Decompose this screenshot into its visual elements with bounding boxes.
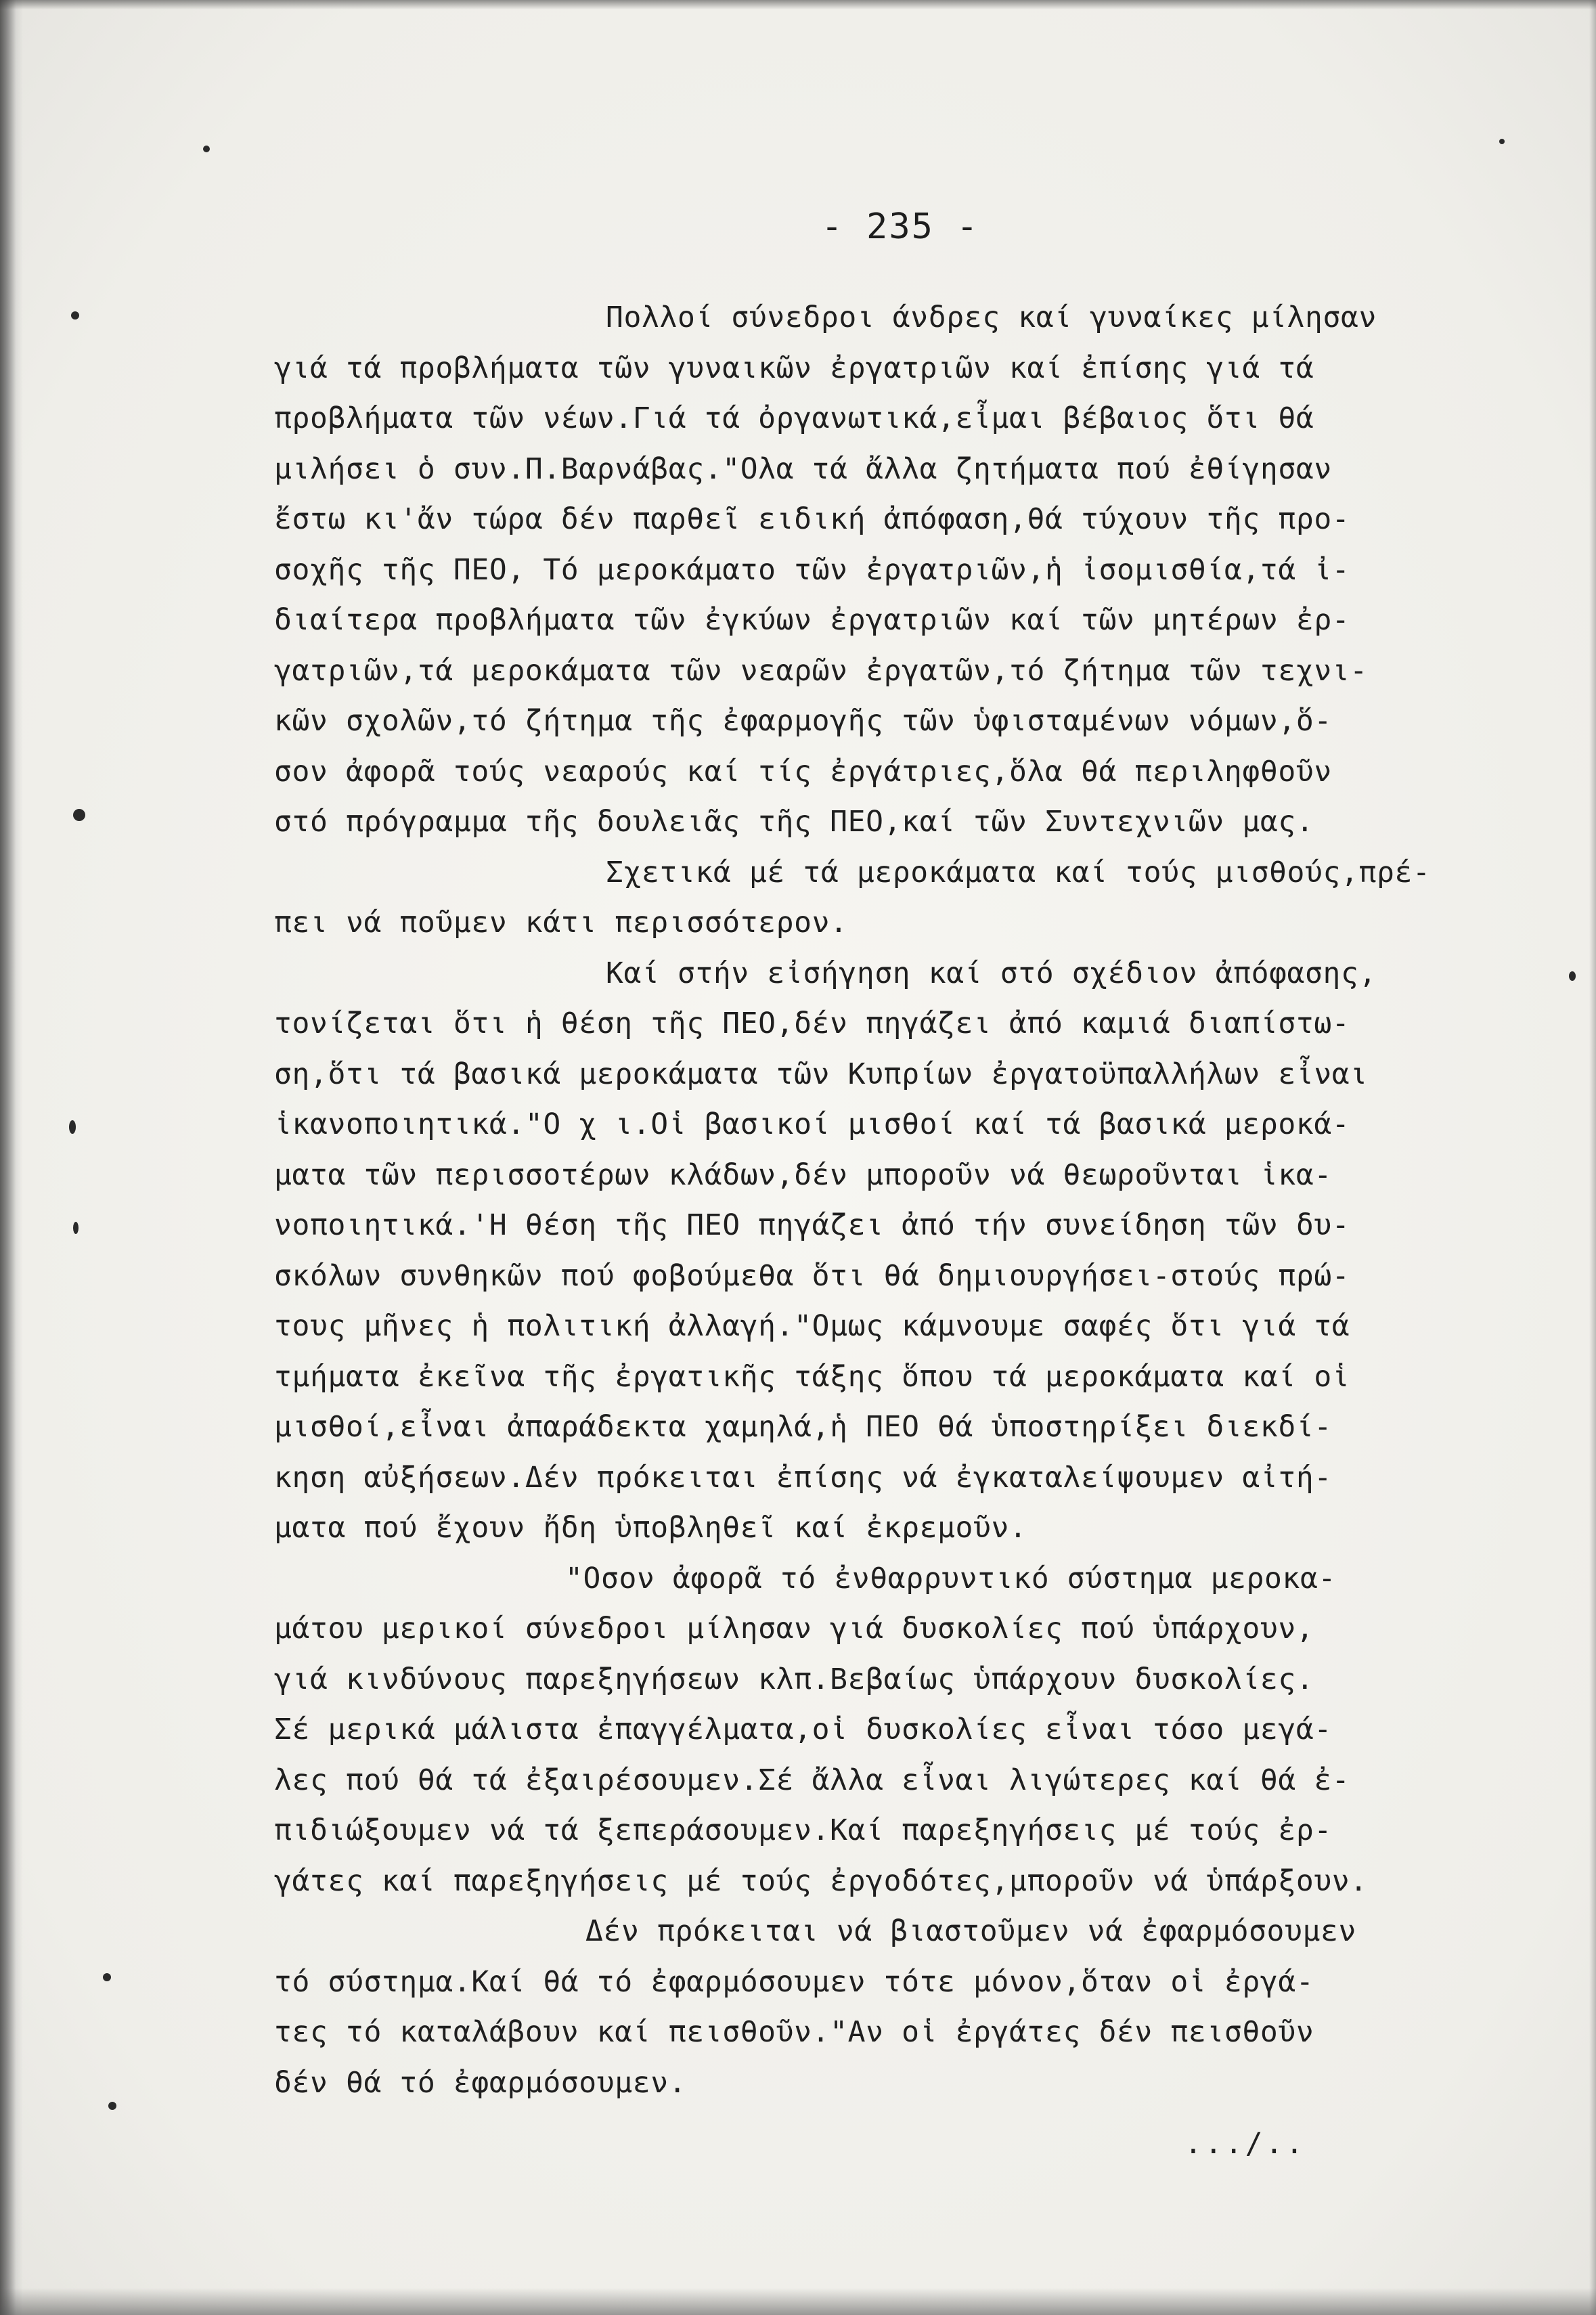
text-line: τους μῆνες ἡ πολιτική ἀλλαγή."Ομως κάμνουμε σαφές ὅτι γιά τά <box>274 1309 1350 1343</box>
scan-edge-bottom <box>0 2288 1596 2315</box>
text-line: προβλήματα τῶν νέων.Γιά τά ὀργανωτικά,εἶμαι βέβαιος ὅτι θά <box>274 401 1314 435</box>
document-body <box>274 292 1513 2108</box>
text-line: μιλήσει ὁ συν.Π.Βαρνάβας."Ολα τά ἄλλα ζητήματα πού ἐθίγησαν <box>274 451 1332 486</box>
paragraph <box>274 847 1513 948</box>
scan-edge-right <box>1589 0 1596 2315</box>
text-line: στό πρόγραμμα τῆς δουλειᾶς τῆς ΠΕΟ,καί τῶν Συντεχνιῶν μας. <box>274 805 1314 839</box>
text-line: τό σύστημα.Καί θά τό ἐφαρμόσουμεν τότε μόνον,ὅταν οἱ ἐργά- <box>274 1964 1314 1999</box>
text-line: σκόλων συνθηκῶν πού φοβούμεθα ὅτι θά δημιουργήσει-στούς πρώ- <box>274 1258 1350 1293</box>
scan-speck <box>108 2102 116 2110</box>
text-line: γιά κινδύνους παρεξηγήσεων κλπ.Βεβαίως ὑπάρχουν δυσκολίες. <box>274 1662 1314 1696</box>
text-line: σον ἀφορᾶ τούς νεαρούς καί τίς ἐργάτριες,ὅλα θά περιληφθοῦν <box>274 754 1332 789</box>
scan-speck <box>203 146 210 152</box>
page-number: - 235 - <box>821 206 979 247</box>
scan-edge-top <box>0 0 1596 9</box>
scan-speck <box>1569 971 1576 981</box>
text-line: Δέν πρόκειται νά βιαστοῦμεν νά ἐφαρμόσουμεν <box>585 1914 1356 1948</box>
text-line: Σχετικά μέ τά μεροκάματα καί τούς μισθούς,πρέ- <box>606 855 1431 889</box>
paragraph <box>274 1906 1513 2108</box>
paragraph <box>274 292 1513 847</box>
text-line: μάτου μερικοί σύνεδροι μίλησαν γιά δυσκολίες πού ὑπάρχουν, <box>274 1612 1314 1646</box>
text-line: ματα πού ἔχουν ἤδη ὑποβληθεῖ καί ἐκρεμοῦν. <box>274 1511 1027 1545</box>
paragraph <box>274 1553 1513 1907</box>
text-line: δέν θά τό ἐφαρμόσουμεν. <box>274 2065 687 2100</box>
text-line: τονίζεται ὅτι ἡ θέση τῆς ΠΕΟ,δέν πηγάζει ἀπό καμιά διαπίστω- <box>274 1007 1350 1040</box>
text-line: Πολλοί σύνεδροι άνδρες καί γυναίκες μίλησαν <box>606 301 1377 334</box>
text-line: τες τό καταλάβουν καί πεισθοῦν."Αν οἱ ἐργάτες δέν πεισθοῦν <box>274 2015 1314 2049</box>
text-line: τμήματα ἐκεῖνα τῆς ἐργατικῆς τάξης ὅπου τά μεροκάματα καί οἱ <box>274 1359 1350 1394</box>
text-line: λες πού θά τά ἐξαιρέσουμεν.Σέ ἄλλα εἶναι λιγώτερες καί θά ἐ- <box>274 1763 1350 1797</box>
text-line: ματα τῶν περισσοτέρων κλάδων,δέν μποροῦν νά θεωροῦνται ἱκα- <box>274 1158 1332 1192</box>
text-line: Καί στήν εἰσήγηση καί στό σχέδιον ἀπόφασης, <box>606 956 1377 990</box>
text-line: "Οσον ἀφορᾶ τό ἐνθαρρυντικό σύστημα μεροκα- <box>565 1561 1336 1595</box>
text-line: γάτες καί παρεξηγήσεις μέ τούς ἐργοδότες,μποροῦν νά ὑπάρξουν. <box>274 1864 1368 1898</box>
text-line: Σέ μερικά μάλιστα ἐπαγγέλματα,οἱ δυσκολίες εἶναι τόσο μεγά- <box>274 1713 1332 1746</box>
scan-speck <box>73 809 85 821</box>
text-line: γατριῶν,τά μεροκάματα τῶν νεαρῶν ἐργατῶν,τό ζήτημα τῶν τεχνι- <box>274 653 1368 688</box>
text-line: πιδιώξουμεν νά τά ξεπεράσουμεν.Καί παρεξηγήσεις μέ τούς ἐρ- <box>274 1813 1332 1847</box>
text-line: διαίτερα προβλήματα τῶν ἐγκύων ἐργατριῶν καί τῶν μητέρων ἐρ- <box>274 603 1350 637</box>
scan-speck <box>69 1120 76 1134</box>
text-line: γιά τά προβλήματα τῶν γυναικῶν ἐργατριῶν καί ἐπίσης γιά τά <box>274 351 1314 385</box>
scan-edge-left <box>0 0 23 2315</box>
text-line: νοποιητικά.'Η θέση τῆς ΠΕΟ πηγάζει ἀπό τήν συνείδηση τῶν δυ- <box>274 1208 1350 1242</box>
text-line: σοχῆς τῆς ΠΕΟ, Τό μεροκάματο τῶν ἐργατριῶν,ἡ ἰσομισθία,τά ἰ- <box>274 552 1350 587</box>
text-line: ση,ὅτι τά βασικά μεροκάματα τῶν Κυπρίων ἐργατοϋπαλλήλων εἶναι <box>274 1057 1368 1091</box>
continuation-mark: .../.. <box>1184 2127 1306 2161</box>
text-line: κῶν σχολῶν,τό ζήτημα τῆς ἐφαρμογῆς τῶν ὑφισταμένων νόμων,ὅ- <box>274 704 1332 738</box>
scan-speck <box>103 1973 111 1981</box>
text-line: μισθοί,εἶναι ἀπαράδεκτα χαμηλά,ἡ ΠΕΟ θά ὑποστηρίξει διεκδί- <box>274 1410 1332 1444</box>
text-line: ἔστω κι'ἄν τώρα δέν παρθεῖ ειδική ἀπόφαση,θά τύχουν τῆς προ- <box>274 502 1350 536</box>
text-line: κηση αὐξήσεων.Δέν πρόκειται ἐπίσης νά ἐγκαταλείψουμεν αἰτή- <box>274 1460 1332 1495</box>
paragraph <box>274 948 1513 1553</box>
text-line: ἱκανοποιητικά."Ο χ ι.Οἱ βασικοί μισθοί καί τά βασικά μεροκά- <box>274 1107 1350 1141</box>
scan-speck <box>71 311 79 319</box>
scan-speck <box>73 1222 79 1234</box>
scan-speck <box>1499 139 1505 144</box>
text-line: πει νά ποῦμεν κάτι περισσότερον. <box>274 906 848 940</box>
